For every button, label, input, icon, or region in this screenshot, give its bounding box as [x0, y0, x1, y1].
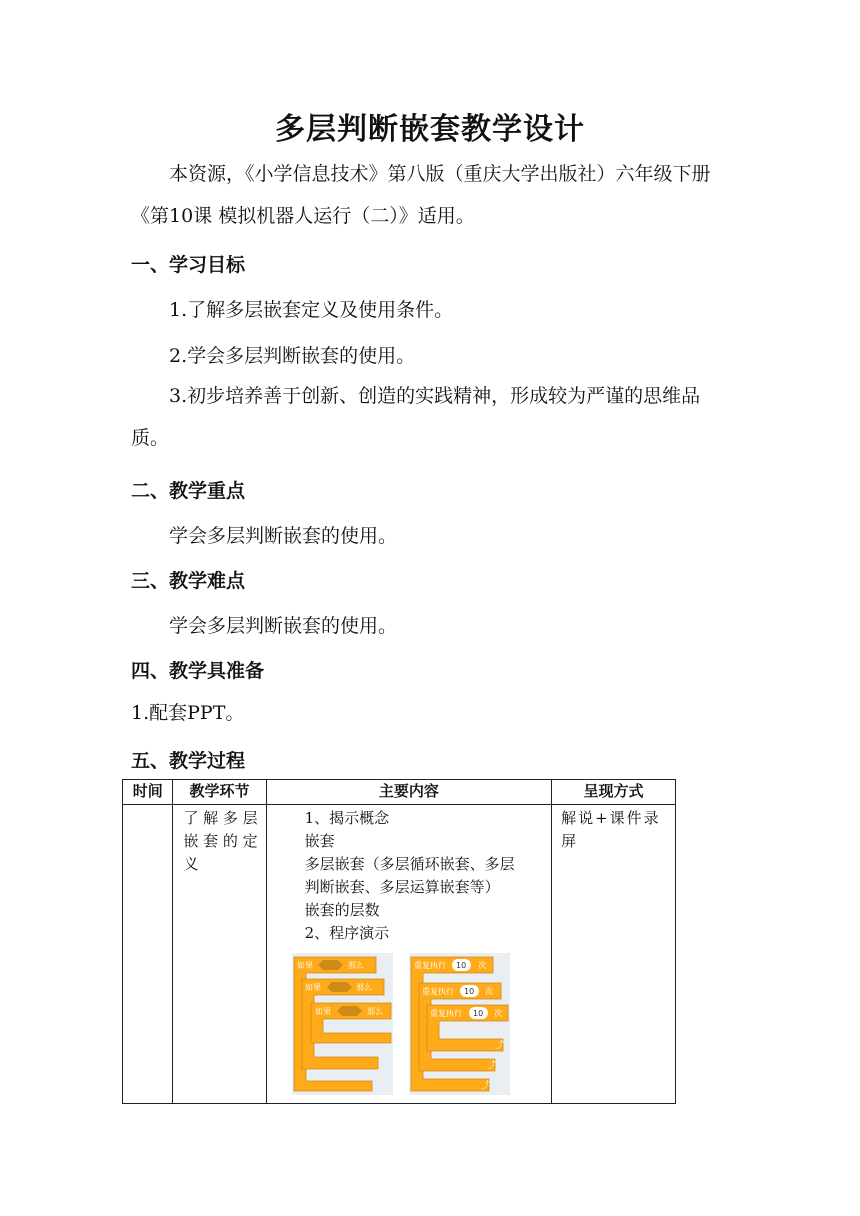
section-heading-goals: 一、学习目标	[131, 254, 246, 276]
then-label-inner: 那么	[366, 1007, 383, 1016]
content-line: 判断嵌套、多层运算嵌套等）	[304, 878, 500, 896]
table-header-cell: 时间	[123, 780, 173, 805]
difficulties-text: 学会多层判断嵌套的使用。	[169, 615, 398, 637]
repeat-label-middle: 重复执行	[421, 987, 454, 996]
table-header-cell: 呈现方式	[552, 780, 676, 805]
if-label-outer: 如果	[296, 961, 313, 970]
condition-slot-outer	[318, 960, 343, 970]
content-line: 1、揭示概念	[304, 809, 390, 827]
then-label-middle: 那么	[355, 983, 372, 992]
intro-paragraph: 本资源，《小学信息技术》第八版（重庆大学出版社）六年级下册《第10课 模拟机器人运行（二）》适用。	[131, 163, 711, 227]
content-line: 嵌套	[304, 832, 335, 850]
preparation-text: 1.配套PPT。	[131, 702, 245, 724]
step-text: 了解多层嵌套的定义	[183, 809, 261, 873]
count-value-inner: 10	[472, 1009, 483, 1018]
if-label-middle: 如果	[304, 983, 321, 992]
repeat-label-inner: 重复执行	[429, 1009, 462, 1018]
repeat-label-outer: 重复执行	[413, 961, 446, 970]
table-row	[123, 805, 676, 1104]
content-lines	[267, 805, 552, 945]
section-heading-preparation: 四、教学具准备	[131, 660, 265, 682]
presentation-text: 解说+课件录屏	[561, 809, 661, 850]
content-cell	[266, 805, 552, 1104]
condition-slot-inner	[337, 1006, 362, 1016]
loop-arrow-icon: ⤴	[480, 1081, 490, 1091]
then-label-outer: 那么	[347, 961, 364, 970]
presentation-cell	[552, 805, 676, 1104]
goal-item-1: 1.了解多层嵌套定义及使用条件。	[169, 299, 454, 321]
times-label-outer: 次	[477, 961, 486, 970]
process-table	[122, 779, 676, 1104]
times-label-middle: 次	[484, 987, 493, 996]
key-points-text: 学会多层判断嵌套的使用。	[169, 525, 398, 547]
condition-slot-middle	[327, 982, 352, 992]
section-heading-key-points: 二、教学重点	[131, 480, 246, 502]
table-header-cell: 主要内容	[266, 780, 552, 805]
nested-repeat-blocks-diagram	[409, 953, 510, 1095]
table-header-cell: 教学环节	[173, 780, 266, 805]
document-title: 多层判断嵌套教学设计	[275, 112, 585, 147]
loop-arrow-icon: ⤴	[486, 1061, 496, 1071]
table-header-row	[123, 780, 676, 805]
if-label-inner: 如果	[314, 1007, 331, 1016]
section-heading-difficulties: 三、教学难点	[131, 570, 246, 592]
step-cell	[173, 805, 266, 1104]
content-line: 多层嵌套（多层循环嵌套、多层	[304, 855, 515, 873]
content-line: 2、程序演示	[304, 924, 390, 942]
count-value-middle: 10	[463, 987, 474, 996]
time-cell	[123, 805, 173, 1104]
goal-item-2: 2.学会多层判断嵌套的使用。	[169, 345, 416, 367]
content-line: 嵌套的层数	[304, 901, 380, 919]
section-heading-process: 五、教学过程	[131, 750, 246, 772]
loop-arrow-icon: ⤴	[494, 1041, 504, 1051]
program-demo-images	[267, 945, 552, 1103]
times-label-inner: 次	[493, 1009, 502, 1018]
goal-item-3: 3.初步培养善于创新、创造的实践精神，形成较为严谨的思维品质。	[131, 385, 701, 449]
count-value-outer: 10	[455, 961, 466, 970]
nested-if-blocks-diagram	[292, 953, 393, 1095]
